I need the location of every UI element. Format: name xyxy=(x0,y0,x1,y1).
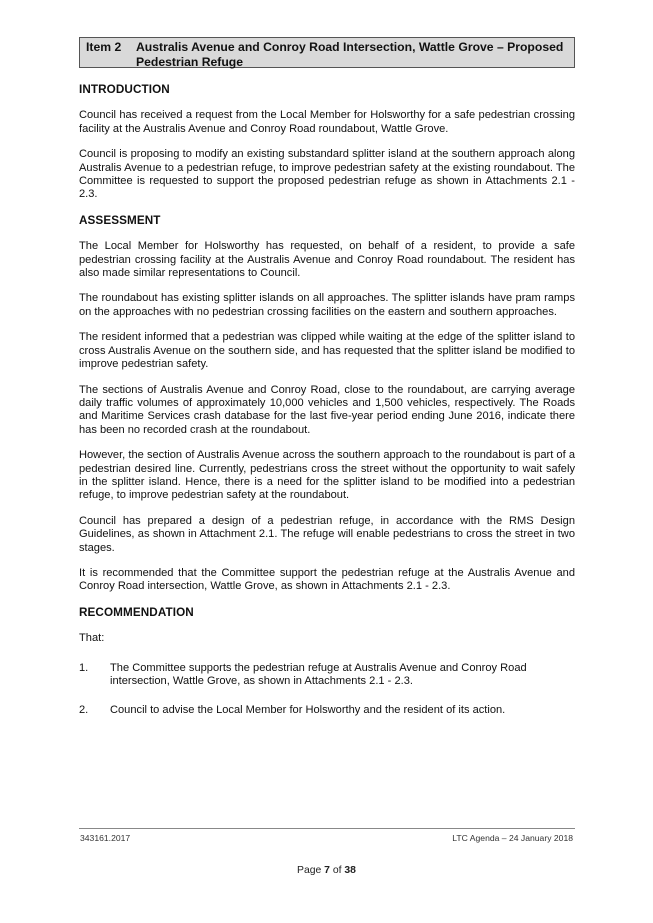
page-total: 38 xyxy=(344,865,356,876)
introduction-paragraph: Council has received a request from the Local Member for Holsworthy for a safe pedestrian crossing facility at the Australis Avenue and Conroy Road roundabout, Wattle Grove. xyxy=(79,109,575,135)
page-prefix: Page xyxy=(297,865,325,876)
introduction-paragraph: Council is proposing to modify an existing substandard splitter island at the southern approach along Australis Avenue to a pedestrian refuge, to improve pedestrian safety at the existing roundabout. The Committee is requested to support the proposed pedestrian refuge as shown in Attachments 2.1 - 2.3. xyxy=(79,148,575,201)
document-body xyxy=(79,83,575,718)
recommendation-number: 2. xyxy=(79,704,89,717)
recommendation-text: Council to advise the Local Member for Holsworthy and the resident of its action. xyxy=(110,704,506,717)
assessment-paragraph: The resident informed that a pedestrian was clipped while waiting at the edge of the splitter island to cross Australis Avenue on the southern side, and has requested that the splitter island be modified to improve pedestrian safety. xyxy=(79,331,575,371)
page-of: of xyxy=(329,865,345,876)
recommendation-intro: That: xyxy=(79,632,105,645)
recommendation-item xyxy=(79,662,575,689)
recommendation-text: The Committee supports the pedestrian refuge at Australis Avenue and Conroy Road intersection, Wattle Grove, as shown in Attachments 2.1 - 2.3. xyxy=(110,661,527,687)
recommendation-item xyxy=(79,704,575,717)
recommendation-heading: RECOMMENDATION xyxy=(79,605,194,619)
footer-document-reference: 343161.2017 xyxy=(80,833,131,843)
assessment-paragraph: The Local Member for Holsworthy has requested, on behalf of a resident, to provide a safe pedestrian crossing facility at the Australis Avenue and Conroy Road roundabout. The resident has also made similar representations to Council. xyxy=(79,240,575,280)
page-current: 7 xyxy=(324,865,330,876)
assessment-paragraph: Council has prepared a design of a pedestrian refuge, in accordance with the RMS Design Guidelines, as shown in Attachment 2.1. The refuge will enable pedestrians to cross the street in two stages. xyxy=(79,514,575,554)
introduction-section xyxy=(79,83,575,202)
recommendation-list xyxy=(79,662,575,718)
footer-divider xyxy=(79,828,575,829)
assessment-paragraph: The sections of Australis Avenue and Conroy Road, close to the roundabout, are carrying average daily traffic volumes of approximately 10,000 vehicles and 1,500 vehicles, respectively. The Roads and Maritime Services crash database for the last five-year period ending June 2016, indicate there has been no recorded crash at the roundabout. xyxy=(79,383,575,436)
page-number xyxy=(0,865,653,876)
footer-agenda-date: LTC Agenda – 24 January 2018 xyxy=(452,833,573,843)
recommendation-section xyxy=(79,606,575,718)
assessment-paragraph: The roundabout has existing splitter islands on all approaches. The splitter islands have pram ramps on the approaches with no pedestrian crossing facilities on the eastern and southern approaches. xyxy=(79,292,575,318)
recommendation-number: 1. xyxy=(79,661,89,674)
assessment-section xyxy=(79,214,575,594)
item-number: Item 2 xyxy=(86,40,122,54)
assessment-paragraph: It is recommended that the Committee support the pedestrian refuge at the Australis Avenue and Conroy Road intersection, Wattle Grove, as shown in Attachments 2.1 - 2.3. xyxy=(79,566,575,593)
assessment-heading: ASSESSMENT xyxy=(79,213,161,227)
introduction-heading: INTRODUCTION xyxy=(79,83,170,96)
item-header-box xyxy=(79,37,575,68)
assessment-paragraph: However, the section of Australis Avenue across the southern approach to the roundabout is part of a pedestrian desired line. Currently, pedestrians cross the street without the opportunity to wait safely in the splitter island. Hence, there is a need for the splitter island to be modified into a pedestrian refuge, to improve pedestrian safety at the roundabout. xyxy=(79,449,575,502)
item-title: Australis Avenue and Conroy Road Intersection, Wattle Grove – Proposed Pedestrian Refuge xyxy=(136,40,564,69)
